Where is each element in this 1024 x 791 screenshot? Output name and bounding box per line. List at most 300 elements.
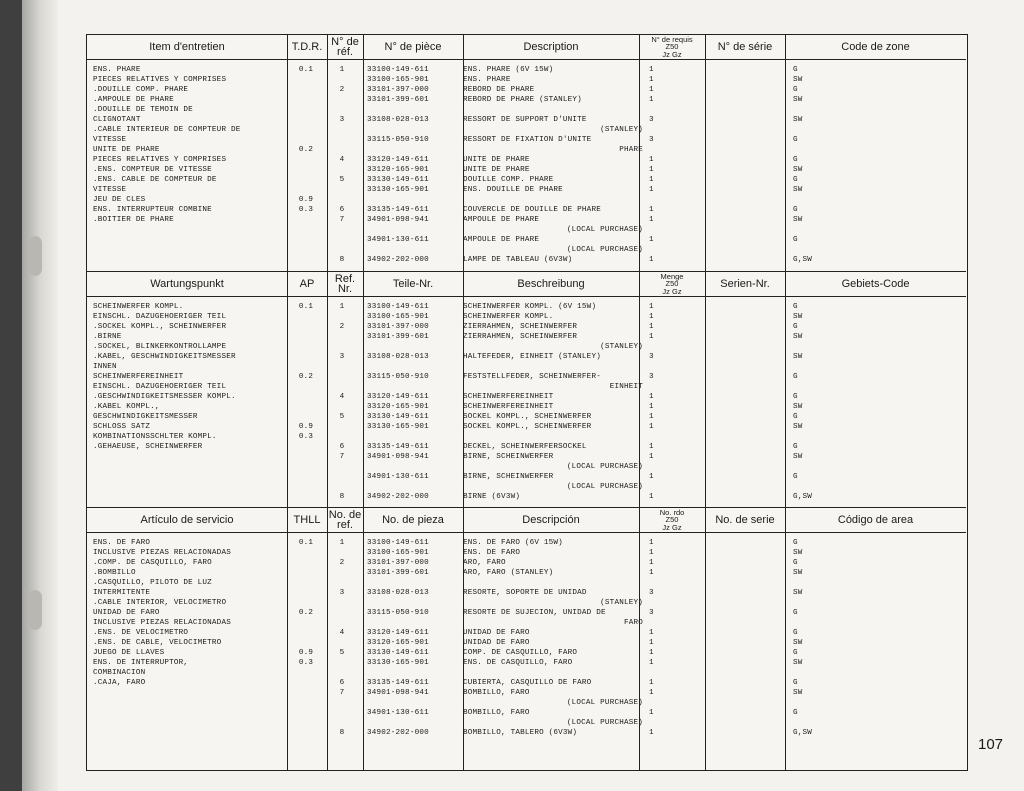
table-row (327, 175, 957, 185)
labor-time-value: 0.3 (298, 206, 314, 214)
table-row (327, 205, 957, 215)
header-quantity (639, 35, 705, 59)
labor-time-value (291, 362, 321, 372)
row-part: 33100-149-611 (367, 303, 429, 311)
table-row (327, 628, 957, 638)
table-row (327, 185, 957, 195)
row-zone: G (793, 709, 798, 717)
service-item-line: .BOMBILLO (93, 569, 136, 577)
row-desc: UNITE DE PHARE (463, 156, 530, 164)
labor-time-value (291, 392, 321, 402)
row-ref: 2 (339, 86, 345, 94)
table-row (327, 432, 957, 442)
row-qty: 1 (649, 76, 654, 84)
row-desc: BOMBILLO, FARO (463, 709, 530, 717)
labor-time-value (291, 382, 321, 392)
table-row (327, 235, 957, 245)
row-part: 33101-399-601 (367, 333, 429, 341)
labor-time-list (291, 302, 321, 452)
table-row (327, 85, 957, 95)
row-qty: 1 (649, 393, 654, 401)
labor-time-value (291, 568, 321, 578)
table-row (327, 245, 957, 255)
table-row (327, 548, 957, 558)
row-part: 33130-149-611 (367, 176, 429, 184)
labor-time-value (291, 578, 321, 588)
row-desc: UNIDAD DE FARO (463, 639, 530, 647)
service-item-line: INNEN (93, 363, 117, 371)
row-desc: UNITE DE PHARE (463, 166, 530, 174)
row-desc: FARO (623, 619, 643, 627)
row-desc: BIRNE (6V3W) (463, 493, 521, 501)
table-row (327, 638, 957, 648)
row-zone: G (793, 629, 798, 637)
row-desc: (LOCAL PURCHASE) (566, 699, 643, 707)
row-ref: 6 (339, 443, 345, 451)
header-desc: Beschreibung (517, 278, 585, 290)
row-part: 34902-202-000 (367, 493, 429, 501)
row-part: 33135-149-611 (367, 679, 429, 687)
table-row (327, 402, 957, 412)
row-qty: 3 (649, 116, 654, 124)
row-qty: 1 (649, 709, 654, 717)
row-zone: SW (793, 659, 803, 667)
table-row (327, 195, 957, 205)
row-desc: BIRNE, SCHEINWERFER (463, 453, 554, 461)
row-zone: G (793, 679, 798, 687)
service-item-line: .KABEL, GESCHWINDIGKEITSMESSER (93, 353, 236, 361)
row-qty: 3 (649, 353, 654, 361)
page-number: 107 (978, 736, 1004, 753)
row-part: 33130-165-901 (367, 659, 429, 667)
row-desc: ZIERRAHMEN, SCHEINWERFER (463, 333, 578, 341)
table-row (327, 482, 957, 492)
section-header (87, 35, 966, 60)
row-desc: RESORTE DE SUJECION, UNIDAD DE (463, 609, 606, 617)
table-row (327, 608, 957, 618)
table-row (327, 312, 957, 322)
row-ref: 1 (339, 303, 345, 311)
row-qty: 1 (649, 156, 654, 164)
row-zone: SW (793, 403, 803, 411)
labor-time-value (291, 678, 321, 688)
row-qty: 1 (649, 413, 654, 421)
service-item-line: UNIDAD DE FARO (93, 609, 160, 617)
row-qty: 1 (649, 86, 654, 94)
labor-time-value (291, 412, 321, 422)
service-item-line: KOMBINATIONSSCHLTER KOMPL. (93, 433, 217, 441)
header-qty-sub: Jz Gz (662, 286, 682, 296)
labor-time-value (291, 155, 321, 165)
header-part: No. de pieza (382, 514, 444, 526)
row-part: 34901-098-941 (367, 216, 429, 224)
labor-time-value (291, 125, 321, 135)
row-part: 33120-149-611 (367, 629, 429, 637)
service-item-line: ENS. INTERRUPTEUR COMBINE (93, 206, 212, 214)
row-qty: 3 (649, 609, 654, 617)
labor-time-value: 0.3 (298, 659, 314, 667)
service-item-list (93, 65, 291, 225)
header-part: Teile-Nr. (392, 278, 434, 290)
header-qty-top: Menge (660, 271, 684, 281)
table-row (327, 145, 957, 155)
row-part: 33101-397-000 (367, 323, 429, 331)
row-desc: SCHEINWERFEREINHEIT (463, 393, 554, 401)
labor-time-value: 0.9 (298, 423, 314, 431)
labor-time-value: 0.1 (298, 303, 314, 311)
header-serial: Serien-Nr. (720, 278, 770, 290)
header-ref: Ref. Nr. (334, 273, 356, 295)
row-desc: ENS. PHARE (6V 15W) (463, 66, 554, 74)
row-desc: FESTSTELLFEDER, SCHEINWERFER- (463, 373, 601, 381)
table-row (327, 452, 957, 462)
row-part: 33101-399-601 (367, 96, 429, 104)
row-desc: UNIDAD DE FARO (463, 629, 530, 637)
parts-table (86, 34, 968, 771)
row-zone: SW (793, 313, 803, 321)
row-qty: 1 (649, 303, 654, 311)
labor-time-value (291, 548, 321, 558)
header-tdr: T.D.R. (291, 41, 323, 53)
row-zone: G (793, 559, 798, 567)
header-zone: Gebiets-Code (841, 278, 910, 290)
row-qty: 1 (649, 423, 654, 431)
row-zone: G (793, 609, 798, 617)
row-qty: 1 (649, 493, 654, 501)
labor-time-value: 0.1 (298, 66, 314, 74)
row-desc: SCHEINWERFER KOMPL. (463, 313, 554, 321)
row-desc: SOCKEL KOMPL., SCHEINWERFER (463, 413, 592, 421)
header-quantity (639, 272, 705, 296)
row-part: 33115-050-910 (367, 609, 429, 617)
labor-time-value (291, 668, 321, 678)
service-item-line: SCHLOSS SATZ (93, 423, 151, 431)
row-zone: SW (793, 639, 803, 647)
table-row (327, 352, 957, 362)
row-ref: 5 (339, 176, 345, 184)
table-row (327, 598, 957, 608)
row-zone: G (793, 323, 798, 331)
table-row (327, 728, 957, 738)
table-row (327, 155, 957, 165)
row-part: 34901-130-611 (367, 709, 429, 717)
table-row (327, 135, 957, 145)
row-zone: SW (793, 186, 803, 194)
service-item-line: JUEGO DE LLAVES (93, 649, 165, 657)
row-part: 33130-149-611 (367, 649, 429, 657)
row-ref: 8 (339, 729, 345, 737)
labor-time-value (291, 312, 321, 322)
header-qty-model: Z50 (665, 515, 679, 525)
row-part: 33120-149-611 (367, 156, 429, 164)
row-desc: DOUILLE COMP. PHARE (463, 176, 554, 184)
service-item-line: .SOCKEL KOMPL., SCHEINWERFER (93, 323, 227, 331)
service-item-line: ENS. DE FARO (93, 539, 151, 547)
row-desc: HALTEFEDER, EINHEIT (STANLEY) (463, 353, 601, 361)
row-zone: G (793, 393, 798, 401)
row-part: 33120-149-611 (367, 393, 429, 401)
row-desc: BIRNE, SCHEINWERFER (463, 473, 554, 481)
row-qty: 1 (649, 333, 654, 341)
table-row (327, 558, 957, 568)
labor-time-value (291, 85, 321, 95)
row-part: 33101-399-601 (367, 569, 429, 577)
row-part: 33130-165-901 (367, 423, 429, 431)
header-part: N° de pièce (384, 41, 442, 53)
service-item-line: VITESSE (93, 186, 127, 194)
row-qty: 3 (649, 373, 654, 381)
row-zone: G (793, 443, 798, 451)
labor-time-value (291, 95, 321, 105)
row-zone: G (793, 66, 798, 74)
row-zone: SW (793, 76, 803, 84)
table-row (327, 165, 957, 175)
service-item-line: INCLUSIVE PIEZAS RELACIONADAS (93, 619, 231, 627)
row-qty: 1 (649, 659, 654, 667)
row-qty: 1 (649, 403, 654, 411)
service-item-line: .GEHAEUSE, SCHEINWERFER (93, 443, 203, 451)
row-ref: 4 (339, 156, 345, 164)
service-item-line: ENS. DE INTERRUPTOR, (93, 659, 189, 667)
service-item-line: .ENS. DE VELOCIMETRO (93, 629, 189, 637)
labor-time-value: 0.2 (298, 373, 314, 381)
labor-time-value (291, 332, 321, 342)
row-ref: 8 (339, 493, 345, 501)
row-part: 33108-028-013 (367, 589, 429, 597)
labor-time-value (291, 185, 321, 195)
service-item-line: PIECES RELATIVES Y COMPRISES (93, 156, 227, 164)
row-zone: SW (793, 689, 803, 697)
section-spanish (87, 507, 966, 770)
section-header (87, 508, 966, 533)
row-ref: 5 (339, 413, 345, 421)
service-item-line: EINSCHL. DAZUGEHOERIGER TEIL (93, 383, 227, 391)
row-qty: 1 (649, 186, 654, 194)
row-part: 33100-149-611 (367, 539, 429, 547)
row-part: 34902-202-000 (367, 729, 429, 737)
row-ref: 7 (339, 689, 345, 697)
header-item: Artículo de servicio (140, 514, 234, 526)
header-desc: Descripción (522, 514, 580, 526)
row-zone: G,SW (793, 256, 813, 264)
service-item-line: .DOUILLE DE TEMOIN DE (93, 106, 193, 114)
row-desc: (STANLEY) (600, 126, 643, 134)
row-desc: ZIERRAHMEN, SCHEINWERFER (463, 323, 578, 331)
row-qty: 1 (649, 629, 654, 637)
row-desc: AMPOULE DE PHARE (463, 236, 540, 244)
row-qty: 1 (649, 66, 654, 74)
labor-time-value (291, 442, 321, 452)
labor-time-value: 0.9 (298, 196, 314, 204)
row-qty: 3 (649, 136, 654, 144)
row-zone: SW (793, 333, 803, 341)
header-qty-sub: Jz Gz (662, 522, 682, 532)
row-desc: (LOCAL PURCHASE) (566, 483, 643, 491)
row-zone: SW (793, 423, 803, 431)
row-zone: G (793, 303, 798, 311)
row-ref: 4 (339, 393, 345, 401)
header-qty-sub: Jz Gz (662, 49, 682, 59)
table-row (327, 538, 957, 548)
header-serial: N° de série (717, 41, 773, 53)
row-part: 33120-165-901 (367, 403, 429, 411)
table-row (327, 472, 957, 482)
row-desc: BOMBILLO, FARO (463, 689, 530, 697)
binding-ring (28, 236, 42, 276)
labor-time-value (291, 628, 321, 638)
row-qty: 1 (649, 689, 654, 697)
table-row (327, 718, 957, 728)
row-ref: 1 (339, 539, 345, 547)
table-row (327, 332, 957, 342)
row-zone: SW (793, 216, 803, 224)
row-desc: RESSORT DE FIXATION D'UNITE (463, 136, 592, 144)
row-desc: EINHEIT (609, 383, 643, 391)
row-desc: LAMPE DE TABLEAU (6V3W) (463, 256, 573, 264)
table-row (327, 105, 957, 115)
labor-time-value (291, 175, 321, 185)
row-zone: SW (793, 166, 803, 174)
row-qty: 1 (649, 639, 654, 647)
table-row (327, 568, 957, 578)
service-item-list (93, 538, 291, 688)
row-desc: REBORD DE PHARE (STANLEY) (463, 96, 582, 104)
labor-time-value (291, 322, 321, 332)
labor-time-value: 0.1 (298, 539, 314, 547)
service-item-line: INTERMITENTE (93, 589, 151, 597)
row-desc: AMPOULE DE PHARE (463, 216, 540, 224)
row-zone: SW (793, 589, 803, 597)
row-zone: SW (793, 353, 803, 361)
row-zone: G (793, 236, 798, 244)
row-zone: G (793, 473, 798, 481)
row-qty: 1 (649, 206, 654, 214)
table-row (327, 462, 957, 472)
row-ref: 2 (339, 559, 345, 567)
row-zone: SW (793, 453, 803, 461)
row-desc: ENS. DE FARO (6V 15W) (463, 539, 563, 547)
row-part: 34901-098-941 (367, 689, 429, 697)
row-part: 33130-149-611 (367, 413, 429, 421)
row-desc: RESORTE, SOPORTE DE UNIDAD (463, 589, 587, 597)
row-qty: 1 (649, 166, 654, 174)
header-serial: No. de serie (715, 514, 775, 526)
row-ref: 1 (339, 66, 345, 74)
section-french (87, 35, 966, 271)
row-part: 33100-165-901 (367, 313, 429, 321)
table-row (327, 698, 957, 708)
header-item: Wartungspunkt (150, 278, 224, 290)
row-desc: (LOCAL PURCHASE) (566, 226, 643, 234)
row-qty: 1 (649, 569, 654, 577)
labor-time-value (291, 598, 321, 608)
service-item-line: .CABLE INTERIOR, VELOCIMETRO (93, 599, 227, 607)
row-desc: (LOCAL PURCHASE) (566, 246, 643, 254)
labor-time-value (291, 588, 321, 598)
labor-time-list (291, 538, 321, 688)
service-item-line: ENS. PHARE (93, 66, 141, 74)
service-item-line: PIECES RELATIVES Y COMPRISES (93, 76, 227, 84)
row-qty: 1 (649, 539, 654, 547)
labor-time-value: 0.9 (298, 649, 314, 657)
row-qty: 1 (649, 649, 654, 657)
table-row (327, 492, 957, 502)
row-qty: 1 (649, 729, 654, 737)
table-row (327, 215, 957, 225)
row-desc: COUVERCLE DE DOUILLE DE PHARE (463, 206, 601, 214)
table-row (327, 678, 957, 688)
service-item-line: UNITE DE PHARE (93, 146, 160, 154)
table-row (327, 95, 957, 105)
service-item-line: COMBINACION (93, 669, 146, 677)
table-row (327, 225, 957, 235)
service-item-line: .BIRNE (93, 333, 122, 341)
header-ref: N° de réf. (331, 36, 359, 58)
table-row (327, 322, 957, 332)
header-qty-top: N° de requis (651, 34, 693, 44)
service-item-line: INCLUSIVE PIEZAS RELACIONADAS (93, 549, 231, 557)
labor-time-value (291, 135, 321, 145)
table-row (327, 668, 957, 678)
row-desc: (LOCAL PURCHASE) (566, 463, 643, 471)
row-desc: REBORD DE PHARE (463, 86, 535, 94)
row-part: 34901-130-611 (367, 473, 429, 481)
header-qty-model: Z50 (665, 42, 679, 52)
row-zone: G (793, 413, 798, 421)
row-part: 33120-165-901 (367, 639, 429, 647)
service-item-line: SCHEINWERFEREINHEIT (93, 373, 184, 381)
row-part: 33115-050-910 (367, 373, 429, 381)
page-edge (0, 0, 22, 791)
service-item-line: .ENS. COMPTEUR DE VITESSE (93, 166, 212, 174)
service-item-line: GESCHWINDIGKEITSMESSER (93, 413, 198, 421)
row-ref: 6 (339, 206, 345, 214)
row-ref: 6 (339, 679, 345, 687)
row-qty: 1 (649, 559, 654, 567)
labor-time-value (291, 618, 321, 628)
row-qty: 1 (649, 323, 654, 331)
row-qty: 1 (649, 549, 654, 557)
row-zone: G (793, 156, 798, 164)
service-item-line: .COMP. DE CASQUILLO, FARO (93, 559, 212, 567)
row-zone: G (793, 176, 798, 184)
service-item-line: .BOITIER DE PHARE (93, 216, 174, 224)
service-item-line: VITESSE (93, 136, 127, 144)
table-row (327, 302, 957, 312)
service-item-line: EINSCHL. DAZUGEHOERIGER TEIL (93, 313, 227, 321)
row-qty: 1 (649, 256, 654, 264)
row-qty: 3 (649, 589, 654, 597)
row-qty: 1 (649, 176, 654, 184)
header-tdr: AP (299, 278, 315, 290)
header-tdr: THLL (293, 514, 321, 526)
row-part: 33130-165-901 (367, 186, 429, 194)
row-desc: (STANLEY) (600, 343, 643, 351)
service-item-list (93, 302, 291, 452)
row-desc: DECKEL, SCHEINWERFERSOCKEL (463, 443, 587, 451)
section-german (87, 271, 966, 508)
header-desc: Description (523, 41, 579, 53)
row-part: 33101-397-000 (367, 86, 429, 94)
row-part: 33108-028-013 (367, 116, 429, 124)
table-row (327, 65, 957, 75)
row-zone: SW (793, 569, 803, 577)
row-qty: 1 (649, 453, 654, 461)
row-qty: 1 (649, 96, 654, 104)
labor-time-value (291, 115, 321, 125)
labor-time-list (291, 65, 321, 225)
table-row (327, 618, 957, 628)
